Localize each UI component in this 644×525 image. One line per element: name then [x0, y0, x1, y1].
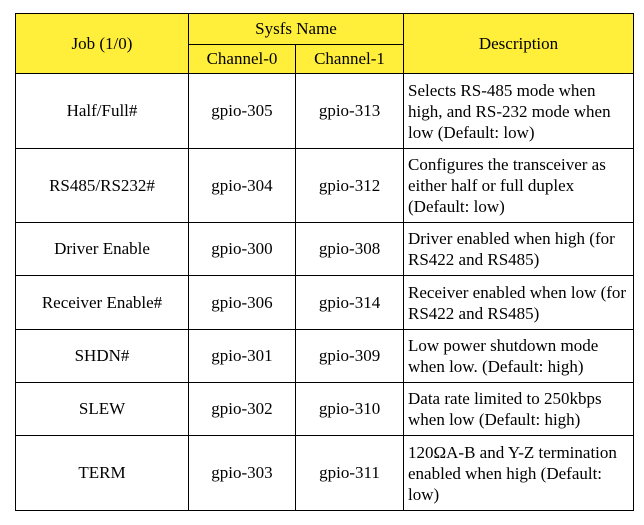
- channel-0-cell: gpio-301: [189, 330, 296, 383]
- description-cell: 120ΩA-B and Y-Z termination enabled when high (Default: low): [404, 436, 634, 511]
- channel-0-cell: gpio-304: [189, 149, 296, 223]
- channel-0-header: Channel-0: [189, 45, 296, 74]
- description-column-header: Description: [404, 14, 634, 74]
- channel-1-header: Channel-1: [296, 45, 404, 74]
- table-row: [16, 383, 634, 436]
- table-row: [16, 74, 634, 149]
- table-row: [16, 436, 634, 511]
- description-cell: Data rate limited to 250kbps when low (Default: high): [404, 383, 634, 436]
- description-cell: Configures the transceiver as either half or full duplex (Default: low): [404, 149, 634, 223]
- table-row: [16, 276, 634, 330]
- table-body: [16, 74, 634, 511]
- gpio-sysfs-table: [15, 13, 634, 511]
- channel-0-cell: gpio-302: [189, 383, 296, 436]
- table-header: [16, 14, 634, 74]
- table-row: [16, 330, 634, 383]
- channel-1-cell: gpio-310: [296, 383, 404, 436]
- sysfs-name-header: Sysfs Name: [189, 14, 404, 45]
- job-cell: Receiver Enable#: [16, 276, 189, 330]
- channel-0-cell: gpio-300: [189, 223, 296, 276]
- table-row: [16, 149, 634, 223]
- channel-1-cell: gpio-311: [296, 436, 404, 511]
- job-cell: SLEW: [16, 383, 189, 436]
- table-row: [16, 223, 634, 276]
- job-cell: Half/Full#: [16, 74, 189, 149]
- channel-1-cell: gpio-308: [296, 223, 404, 276]
- job-cell: Driver Enable: [16, 223, 189, 276]
- channel-1-cell: gpio-314: [296, 276, 404, 330]
- channel-1-cell: gpio-309: [296, 330, 404, 383]
- channel-0-cell: gpio-303: [189, 436, 296, 511]
- channel-0-cell: gpio-305: [189, 74, 296, 149]
- job-column-header: Job (1/0): [16, 14, 189, 74]
- channel-1-cell: gpio-312: [296, 149, 404, 223]
- description-cell: Receiver enabled when low (for RS422 and RS485): [404, 276, 634, 330]
- channel-0-cell: gpio-306: [189, 276, 296, 330]
- job-cell: SHDN#: [16, 330, 189, 383]
- description-cell: Selects RS-485 mode when high, and RS-232 mode when low (Default: low): [404, 74, 634, 149]
- description-cell: Driver enabled when high (for RS422 and RS485): [404, 223, 634, 276]
- job-cell: TERM: [16, 436, 189, 511]
- description-cell: Low power shutdown mode when low. (Default: high): [404, 330, 634, 383]
- job-cell: RS485/RS232#: [16, 149, 189, 223]
- channel-1-cell: gpio-313: [296, 74, 404, 149]
